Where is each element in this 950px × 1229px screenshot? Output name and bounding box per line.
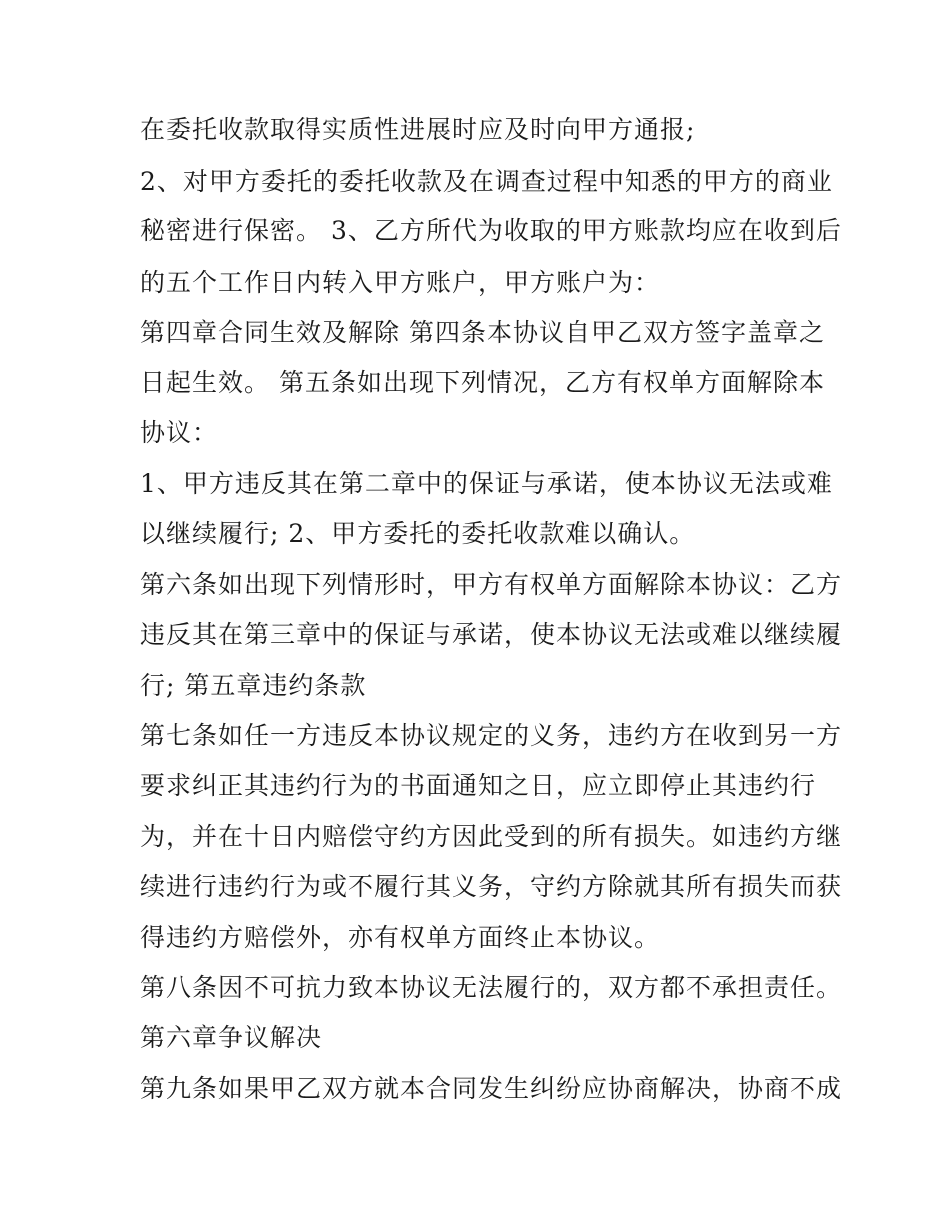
text-line: 续进行违约行为或不履行其义务，守约方除就其所有损失而获 <box>140 872 843 901</box>
text-line: 第九条如果甲乙双方就本合同发生纠纷应协商解决，协商不成 <box>140 1074 843 1103</box>
text-line: 的五个工作日内转入甲方账户，甲方账户为： <box>140 268 661 297</box>
text-line: 得违约方赔偿外，亦有权单方面终止本协议。 <box>140 923 661 952</box>
text-line: 日起生效。 第五条如出现下列情况，乙方有权单方面解除本 <box>140 368 825 397</box>
text-line: 第七条如任一方违反本协议规定的义务，违约方在收到另一方 <box>140 721 843 750</box>
text-line: 行; 第五章违约条款 <box>140 671 367 700</box>
text-line: 违反其在第三章中的保证与承诺，使本协议无法或难以继续履 <box>140 620 843 649</box>
text-line: 要求纠正其违约行为的书面通知之日，应立即停止其违约行 <box>140 771 817 800</box>
text-line: 秘密进行保密。 3、乙方所代为收取的甲方账款均应在收到后 <box>140 216 842 245</box>
text-line: 协议： <box>140 418 219 447</box>
text-line: 以继续履行; 2、甲方委托的委托收款难以确认。 <box>140 519 696 548</box>
text-line: 第四章合同生效及解除 第四条本协议自甲乙双方签字盖章之 <box>140 318 825 347</box>
text-line: 在委托收款取得实质性进展时应及时向甲方通报; <box>140 115 696 144</box>
text-line: 第八条因不可抗力致本协议无法履行的，双方都不承担责任。 <box>140 973 843 1002</box>
text-line: 第六章争议解决 <box>140 1023 323 1052</box>
text-line: 2、对甲方委托的委托收款及在调查过程中知悉的甲方的商业 <box>140 167 833 196</box>
text-line: 为，并在十日内赔偿守约方因此受到的所有损失。如违约方继 <box>140 822 843 851</box>
text-line: 第六条如出现下列情形时，甲方有权单方面解除本协议：乙方 <box>140 570 843 599</box>
text-line: 1、甲方违反其在第二章中的保证与承诺，使本协议无法或难 <box>140 469 833 498</box>
